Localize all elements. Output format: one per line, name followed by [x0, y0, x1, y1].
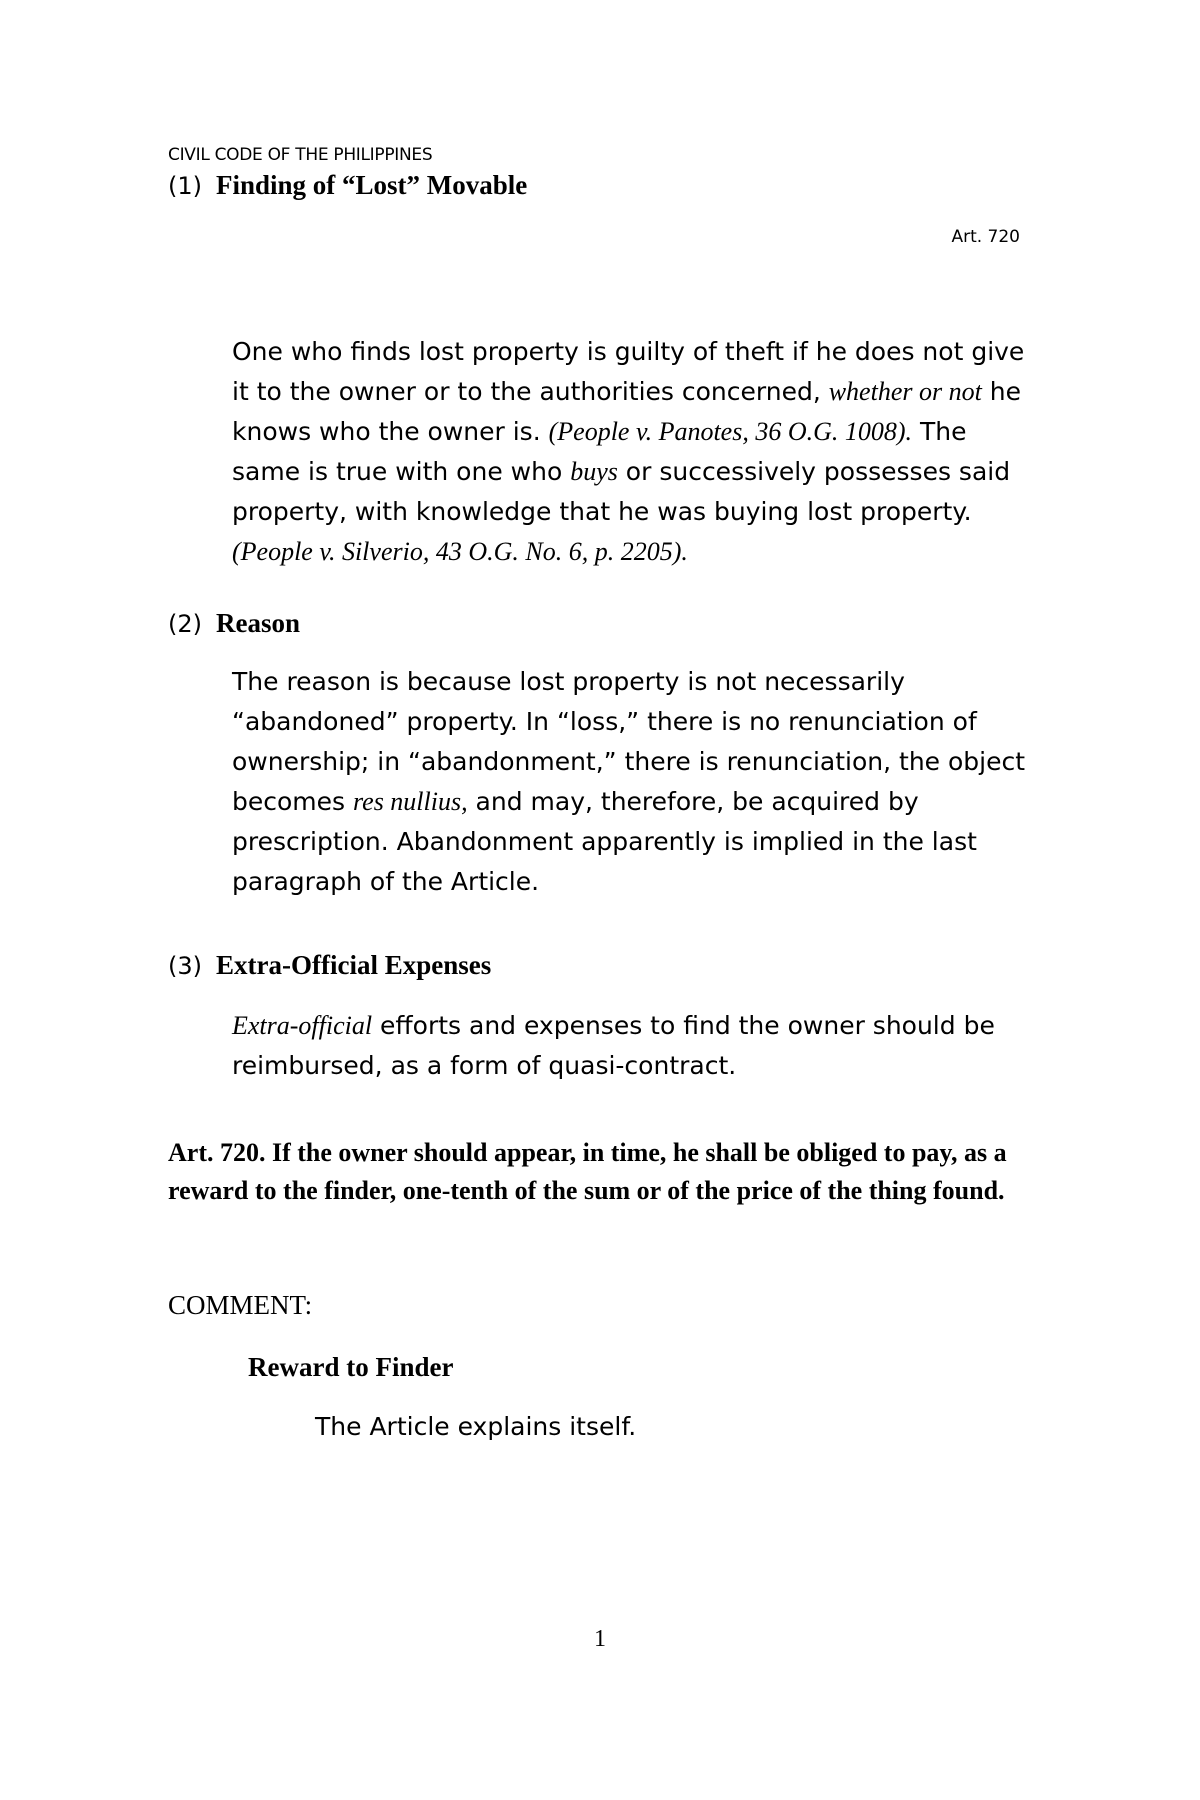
section-2-title: Reason [216, 608, 301, 638]
section-1-heading [168, 170, 527, 201]
section-1-title: Finding of “Lost” Movable [216, 170, 528, 200]
section-1-paragraph [232, 332, 1032, 572]
section-1-emphasis-a: whether or not [828, 377, 982, 406]
section-1-text-a: One who finds lost property is guilty of theft if he does not give it to the owner or to the authorities concerned, [232, 337, 1025, 406]
section-2-heading [168, 608, 300, 639]
section-2-text-b: and may, therefore, be acquired by prescription. Abandonment apparently is implied in the last paragraph of the Article. [232, 787, 977, 896]
section-2-text-a: The reason is because lost property is not necessarily “abandoned” property. In “loss,” there is no renunciation of ownership; in “abandonment,” there is renunciation, the object becomes [232, 667, 1026, 816]
comment-subheading: Reward to Finder [248, 1352, 454, 1382]
section-2-number: (2) [168, 610, 202, 638]
section-3-text-a: efforts and expenses to find the owner should be reimbursed, as a form of quasi-contract. [232, 1011, 995, 1080]
section-1-number: (1) [168, 172, 202, 200]
page-number: 1 [594, 1626, 606, 1652]
running-head: CIVIL CODE OF THE PHILIPPINES [168, 145, 433, 165]
article-reference: Art. 720 [951, 227, 1020, 247]
section-1-text-c: The same is true with one who [232, 417, 967, 486]
section-1-text-d: or successively possesses said property, with knowledge that he was buying lost property. [232, 457, 1011, 526]
comment-text: The Article explains itself. [315, 1412, 637, 1441]
section-1-text-b: he knows who the owner is. [232, 377, 1022, 446]
comment-heading: COMMENT: [168, 1290, 313, 1320]
section-2-paragraph [232, 662, 1032, 902]
section-3-heading [168, 950, 491, 981]
article-720-text: Art. 720. If the owner should appear, in time, he shall be obliged to pay, as a reward to the finder, one-tenth of the sum or of the price of the thing found. [168, 1138, 1007, 1205]
section-1-emphasis-b: buys [570, 457, 618, 486]
section-3-paragraph [232, 1006, 1032, 1086]
section-3-emphasis-a: Extra-official [232, 1011, 373, 1040]
section-2-emphasis-a: res nullius, [353, 787, 468, 816]
section-3-title: Extra-Official Expenses [216, 950, 492, 980]
section-1-citation-a: (People v. Panotes, 36 O.G. 1008). [548, 417, 913, 446]
section-3-number: (3) [168, 952, 202, 980]
section-1-citation-b: (People v. Silverio, 43 O.G. No. 6, p. 2205). [232, 537, 688, 566]
